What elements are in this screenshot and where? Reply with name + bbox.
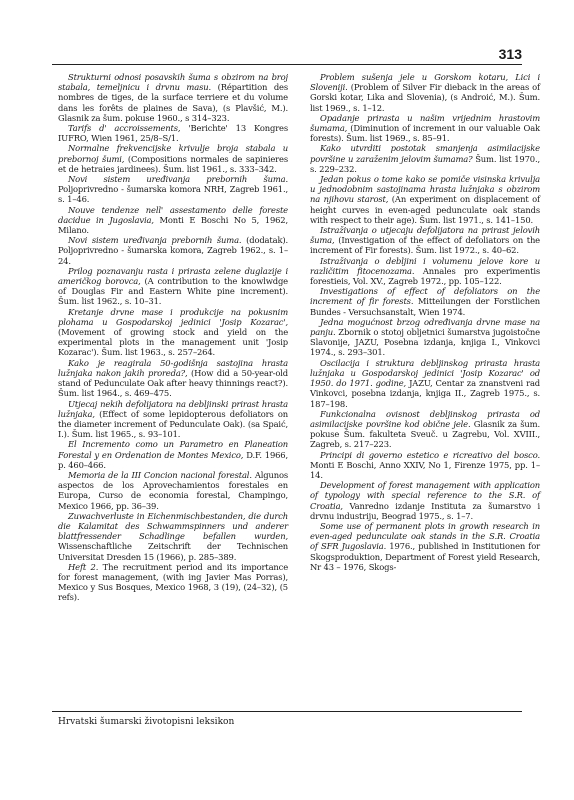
entry-title: Novi sistem uređivanja prebornih šuma. [68,174,288,185]
bibliography-entry [58,511,288,562]
bibliography-entry [310,256,540,287]
entry-details: Glasnik za šum. pokuse Šum. fakulteta Sveuč. u Zagrebu, Vol. XVIII., Zagreb, s. 217–223. [310,418,540,450]
entry-details: (Effect of some lepidopterous defoliators on the diameter increment of Pedunculate Oak). (sa Spaić, I.). Šum. list 1965., s. 93–101. [58,408,288,440]
entry-title: Normalne frekvencijske krivulje broja stabala u prebornoj šumi, [58,143,288,164]
entry-details: The recruitment period and its importance for forest management, (with ing Javier Mas Porras), Mexico y Sus Bosques, Mexico 1968, 3 (19), (24–32), (5 refs). [58,561,289,603]
bibliography-entry [58,358,288,399]
bibliography-entry [58,123,288,143]
bibliography-entry [310,317,540,358]
bibliography-entry [310,409,540,450]
entry-title: Some use of permanent plots in growth research in even-aged pedunculate oak stands in the S.R. Croatia of SFR Jugoslavia. [310,520,540,552]
entry-title: Memoria de la III Concion nacional forestal. [68,469,252,480]
entry-title: Utjecaj nekih defolijatora na debljinski prirast hrasta lužnjaka, [58,398,288,419]
bibliography-entry [310,480,540,521]
entry-title: Opadanje prirasta u našim vrijednim hrastovim šumama, [310,112,540,134]
entry-title: Strukturni odnosi posavskih šuma s obzirom na broj stabala, temeljnicu i drvnu masu. [58,72,288,93]
entry-details: (Répartition des nombres de tiges, de la surface terriere et du volume dans les forêts de plaines de Sava), (s Plavšić, M.). Glasnik za šum. pokuse 1960., s 314–323. [58,82,288,123]
entry-details: Monti E Boschi, Anno XXIV, No 1, Firenze 1975, pp. 1–14. [310,459,540,480]
entry-title: Nouve tendenze nell' assestamento delle foreste dacidue in Jugoslavia, [58,204,288,225]
bibliography-entry [58,266,288,307]
entry-title: Zuwachverluste in Eichenmischbestanden, die durch die Kalamitat des Schwammspinners und anderer blattfressender Schadlinge befallen wurden, [58,510,288,542]
entry-title: Funkcionalna ovisnost debljinskog prirasta od asimilacijske površine kod obične jele. [310,408,540,429]
entry-title: Kako utvrditi postotak smanjenja asimilacijske površine u zaraženim jelovim šumama? [310,143,540,164]
bibliography-entry [310,143,540,174]
entry-title: Kako je reagirala 50-godišnja sastojina hrasta lužnjaka nakon jakih proreda?, [58,357,288,378]
entry-title: Heft 2. [68,561,99,572]
bibliography-entry [58,439,288,470]
bibliography-entry [310,450,540,481]
entry-details: (An experiment on displacement of height curves in even-aged pedunculate oak stands with respect to their age). Šum. list 1971., s. 141–150. [310,194,541,225]
bibliography-entry [310,174,540,225]
entry-details: (Diminution of increment in our valuable Oak forests). Šum. list 1969., s. 85–91. [310,123,540,144]
entry-details: Wissenschaftliche Zeitschrift der Technischen Universitat Dresden 15 (1966), p. 285–389. [58,541,288,562]
entry-title: Istraživanja o utjecaju defolijatora na prirast jelovih šuma, [310,225,540,246]
bibliography-entry [310,113,540,144]
entry-details: (How did a 50-year-old stand of Pedunculate Oak after heavy thinnings react?). Šum. list 1964., s. 469–475. [58,367,288,399]
entry-title: Prilog poznavanju rasta i prirasta zelene duglazije i američkog borovca, [58,265,288,287]
entry-details: Annales pro experimentis forestieis, Vol. XV., Zagreb 1972., pp. 105–122. [310,265,540,287]
entry-details: Mitteilungen der Forstlichen Bundes - Versuchsanstalt, Wien 1974. [310,296,540,317]
entry-details: Zbornik o stotoj obljetnici šumarstva jugoistočne Slavonije, JAZU, Posebna izdanja, knjiga I., Vinkovci 1974., s. 293–301. [310,327,540,358]
bibliography-entry [58,72,288,123]
entry-title: Development of forest management with application of typology with special reference to the S.R. of Croatia, [310,480,540,511]
entry-details: (A contribution to the knowlwdge of Douglas Fir and Eastern White pine increment). Šum. list 1962., s. 10–31. [58,276,288,307]
entry-title: Investigations of effect of defoliators on the increment of fir forests. [310,286,540,307]
entry-title: Principi di governo estetico e ricreativo del bosco. [320,449,540,460]
entry-details: Poljoprivredno - šumarska komora NRH, Zagreb 1961., s. 1–46. [58,184,288,205]
entry-details: (Problem of Silver Fir dieback in the areas of Gorski kotar, Lika and Slovenia), (s Androić, M.). Šum. list 1969., s. 1–12. [310,82,540,113]
page-number: 313 [498,46,522,62]
bibliography-entry [58,143,288,174]
bibliography-entry [58,470,288,511]
bibliography-entry [310,521,540,572]
bibliography-entry [310,358,540,409]
entry-details: (Movement of growing stock and yield on the experimental plots in the management unit 'Josip Kozarac'). Šum. list 1963., s. 257–264. [58,327,288,358]
bibliography-entry [310,286,540,317]
entry-title: Novi sistem uređivanja prebornih šuma. [68,235,242,246]
entry-details: 1976., published in Institutionen for Skogsproduktion, Department of Forest yield Research, Nr 43 – 1976, Skogs- [310,541,540,572]
bibliography-entry [58,399,288,440]
entry-details: (Compositions normales de sapinieres et de hetraies jardinees). Šum. list 1961., s. 333–342. [58,153,288,174]
bibliography-entry [58,562,288,603]
entry-title: Oscilacija i struktura debljinskog prirasta hrasta lužnjaka u Gospodarskoj jedinici 'Josip Kozarac' od 1950. do 1971. godine, [310,357,540,389]
entry-details: JAZU, Centar za znanstveni rad Vinkovci, posebna izdanja, knjiga II., Zagreb 1975., s. 187–198. [310,378,540,409]
bibliography-entry [58,174,288,205]
entry-title: Problem sušenja jele u Gorskom kotaru, Lici i Sloveniji. [310,72,540,93]
bibliography-entry [58,235,288,266]
entry-details: D.F. 1966, p. 460–466. [58,449,288,470]
entry-title: El Incremento como un Parametro en Planeation Forestal y en Ordenation de Montes Mexico, [58,439,288,460]
entry-details: Vanredno izdanje Instituta za šumarstvo i drvnu industriju, Beograd 1975., s. 1–7. [310,500,540,521]
entry-details: Šum. list 1970., s. 229–232. [310,153,540,174]
header-rule [52,64,522,65]
bibliography-entry [58,307,288,358]
entry-details: 'Berichte' 13 Kongres IUFRO, Wien 1961, 25/8–S/1. [58,123,289,144]
right-column [310,72,540,572]
entry-details: (dodatak). Poljoprivredno - šumarska komora, Zagreb 1962., s. 1–24. [58,235,289,266]
left-column [58,72,288,603]
footer-title: Hrvatski šumarski životopisni leksikon [58,717,235,727]
entry-title: Kretanje drvne mase i produkcije na pokusnim plohama u Gospodarskoj jedinici 'Josip Kozarac', [58,306,288,327]
bibliography-entry [310,72,540,113]
bibliography-entry [310,225,540,256]
entry-details: Algunos aspectos de los Aprovechamientos forestales en Europa, Curso de economia forestal, Champingo, Mexico 1966, pp. 36–39. [58,469,288,511]
entry-title: Istraživanja o debljini i volumenu jelove kore u različitim fitocenozama. [310,255,540,276]
footer-rule [52,711,522,712]
bibliography-entry [58,205,288,236]
entry-title: Jedan pokus o tome kako se pomiče visinska krivulja u jednodobnim sastojinama hrasta lužnjaka s obzirom na njihovu starost, [310,174,540,205]
entry-title: Jedna mogućnost brzog određivanja drvne mase na panju. [310,316,540,338]
entry-details: (Investigation of the effect of defoliators on the increment of Fir forests). Šum. list 1972., s. 40–62. [310,235,540,256]
entry-details: Monti E Boschi No 5, 1962, Milano. [58,214,288,236]
entry-title: Tarifs d' accroissements, [68,123,181,134]
